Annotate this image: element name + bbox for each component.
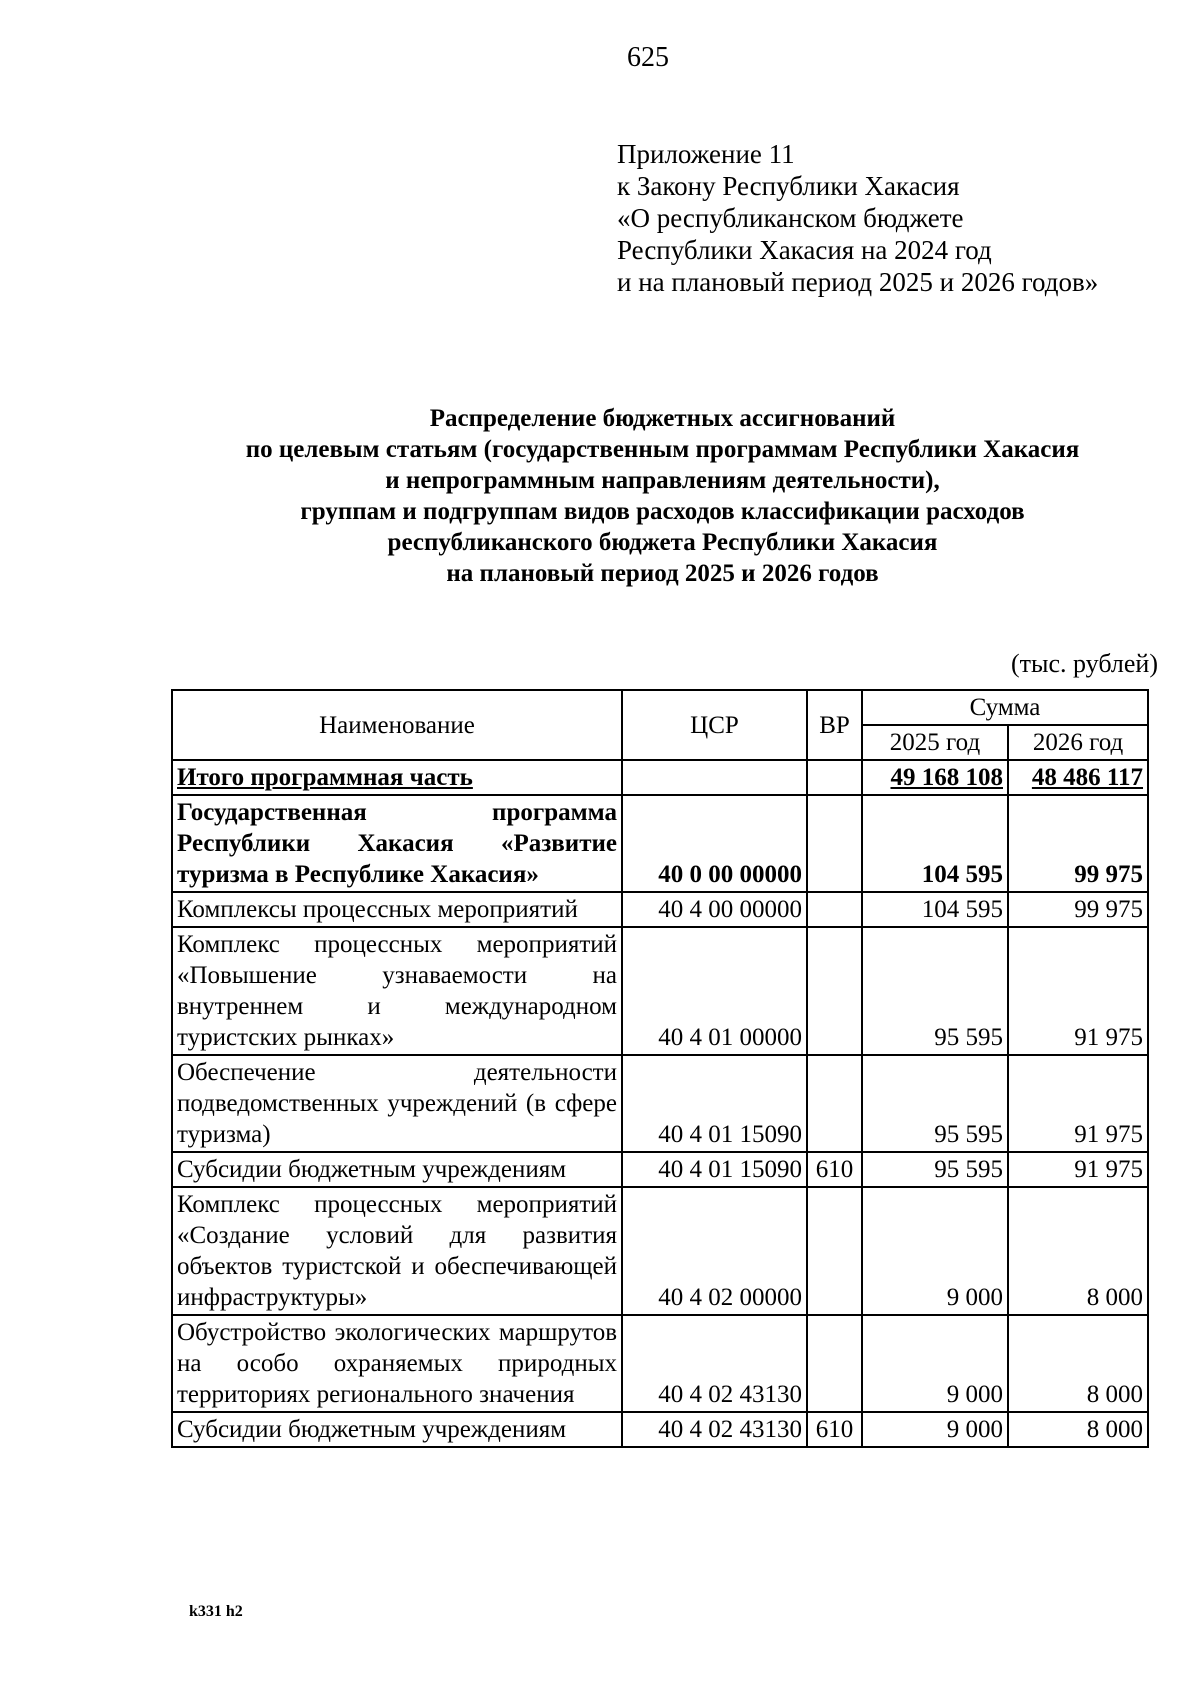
amount-2026-cell: 99 975 [1008, 795, 1148, 892]
table-row [172, 1152, 1148, 1187]
vr-cell [807, 892, 862, 927]
amount-2025-cell: 49 168 108 [862, 760, 1008, 795]
amount-2026-cell: 8 000 [1008, 1187, 1148, 1315]
name-cell: Комплексы процессных мероприятий [172, 892, 622, 927]
name-cell: Субсидии бюджетным учреждениям [172, 1152, 622, 1187]
amount-2026-cell: 48 486 117 [1008, 760, 1148, 795]
vr-cell [807, 1315, 862, 1412]
title-line: республиканского бюджета Республики Хакасия [387, 529, 938, 556]
csr-cell: 40 4 02 43130 [622, 1412, 807, 1447]
amount-2026-cell: 91 975 [1008, 1152, 1148, 1187]
header-csr: ЦСР [622, 690, 807, 760]
amount-2025-cell: 104 595 [862, 795, 1008, 892]
document-title [170, 403, 1155, 589]
name-cell: Субсидии бюджетным учреждениям [172, 1412, 622, 1447]
table-row [172, 1055, 1148, 1152]
amount-2025-cell: 95 595 [862, 1152, 1008, 1187]
table-row [172, 1315, 1148, 1412]
csr-cell: 40 4 01 15090 [622, 1055, 807, 1152]
appendix-line: Республики Хакасия на 2024 год [617, 235, 992, 265]
budget-table [171, 689, 1149, 1448]
csr-cell: 40 4 02 00000 [622, 1187, 807, 1315]
table-row [172, 892, 1148, 927]
appendix-line: к Закону Республики Хакасия [617, 171, 960, 201]
amount-2025-cell: 9 000 [862, 1412, 1008, 1447]
csr-cell: 40 0 00 00000 [622, 795, 807, 892]
table-row [172, 927, 1148, 1055]
title-line: на плановый период 2025 и 2026 годов [446, 560, 879, 587]
name-cell: Комплекс процессных мероприятий «Повышение узнаваемости на внутреннем и международном туристских рынках» [172, 927, 622, 1055]
csr-cell: 40 4 01 00000 [622, 927, 807, 1055]
vr-cell [807, 760, 862, 795]
name-cell: Государственная программа Республики Хакасия «Развитие туризма в Республике Хакасия» [172, 795, 622, 892]
amount-2025-cell: 9 000 [862, 1187, 1008, 1315]
vr-cell [807, 1055, 862, 1152]
footer-code: k331 h2 [189, 1603, 243, 1620]
appendix-line: Приложение 11 [617, 139, 795, 169]
csr-cell: 40 4 02 43130 [622, 1315, 807, 1412]
amount-2025-cell: 9 000 [862, 1315, 1008, 1412]
appendix-line: «О республиканском бюджете [617, 203, 964, 233]
table-body [172, 760, 1148, 1447]
amount-2026-cell: 8 000 [1008, 1315, 1148, 1412]
header-vr: ВР [807, 690, 862, 760]
amount-2026-cell: 91 975 [1008, 927, 1148, 1055]
table-row [172, 760, 1148, 795]
table-row [172, 795, 1148, 892]
header-2025: 2025 год [862, 725, 1008, 760]
table-row [172, 1187, 1148, 1315]
table-row [172, 1412, 1148, 1447]
amount-2025-cell: 104 595 [862, 892, 1008, 927]
amount-2026-cell: 99 975 [1008, 892, 1148, 927]
amount-2025-cell: 95 595 [862, 1055, 1008, 1152]
vr-cell [807, 1187, 862, 1315]
table-header [172, 690, 1148, 760]
header-2026: 2026 год [1008, 725, 1148, 760]
amount-2026-cell: 8 000 [1008, 1412, 1148, 1447]
header-name: Наименование [172, 690, 622, 760]
csr-cell [622, 760, 807, 795]
vr-cell: 610 [807, 1412, 862, 1447]
title-line: группам и подгруппам видов расходов классификации расходов [300, 498, 1025, 525]
name-cell: Обеспечение деятельности подведомственных учреждений (в сфере туризма) [172, 1055, 622, 1152]
vr-cell [807, 795, 862, 892]
amount-2025-cell: 95 595 [862, 927, 1008, 1055]
name-cell: Комплекс процессных мероприятий «Создание условий для развития объектов туристской и обеспечивающей инфраструктуры» [172, 1187, 622, 1315]
vr-cell: 610 [807, 1152, 862, 1187]
title-line: Распределение бюджетных ассигнований [429, 405, 896, 432]
appendix-reference [617, 138, 1098, 298]
amount-2026-cell: 91 975 [1008, 1055, 1148, 1152]
header-sum: Сумма [862, 690, 1148, 725]
csr-cell: 40 4 00 00000 [622, 892, 807, 927]
page-number: 625 [627, 42, 669, 73]
vr-cell [807, 927, 862, 1055]
title-line: по целевым статьям (государственным программам Республики Хакасия [245, 436, 1080, 463]
appendix-line: и на плановый период 2025 и 2026 годов» [617, 267, 1099, 297]
name-cell: Обустройство экологических маршрутов на особо охраняемых природных территориях регионального значения [172, 1315, 622, 1412]
units-label: (тыс. рублей) [1010, 649, 1158, 678]
title-line: и непрограммным направлениям деятельности), [385, 467, 940, 494]
csr-cell: 40 4 01 15090 [622, 1152, 807, 1187]
name-cell: Итого программная часть [172, 760, 622, 795]
